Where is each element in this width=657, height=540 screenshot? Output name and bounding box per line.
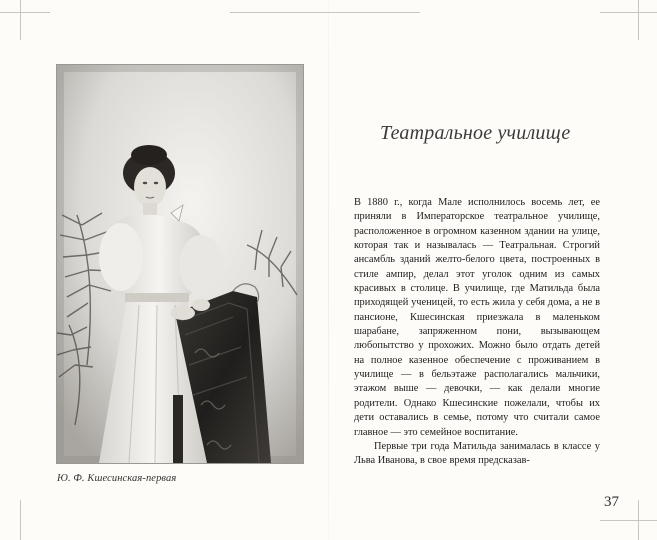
crop-mark-top-right-h [600,12,657,13]
body-text [354,196,600,469]
portrait-illustration [57,65,303,463]
page-number: 37 [604,494,619,510]
page-gutter [328,0,329,540]
paragraph-1: В 1880 г., когда Мале исполнилось восемь лет, ее приняли в Императорское театральное училище, расположенное в огромном казенном здании на улице, которая так и называлась — Театральная. Строгий ансамбль зданий желто-белого цвета, построенных в стиле ампир, делал этот уголок одним из самых красивых в столице. В училище, где Матильда была приходящей ученицей, то есть жила у себя дома, а не в пансионе, Кшесинская приезжала в маленьком шарабане, запряженном пони, вызывающем любопытство у прохожих. Можно было отдать детей на полное казенное обеспечение с проживанием в училище — в бельэтаже располагались мальчики, этажом выше — девочки, — как делали многие родители. Однако Кшесинские пожелали, чтобы их дети оставались в семье, потому что считали самое главное — это семейное воспитание. [354,197,600,438]
crop-mark-bottom-left-v [20,500,21,540]
crop-mark-bottom-right-v [638,500,639,540]
photo-caption: Ю. Ф. Кшесинская-первая [57,473,177,484]
crop-mark-top-center-h [230,12,420,13]
paragraph-2: Первые три года Матильда занималась в классе у Льва Иванова, в свое время предсказав- [354,440,600,467]
portrait-photo [56,64,304,464]
crop-mark-bottom-right-h [600,520,657,521]
crop-mark-top-right-v [638,0,639,40]
crop-mark-top-left-h [0,12,50,13]
crop-mark-top-left-v [20,0,21,40]
chapter-title: Театральное училище [380,122,571,144]
